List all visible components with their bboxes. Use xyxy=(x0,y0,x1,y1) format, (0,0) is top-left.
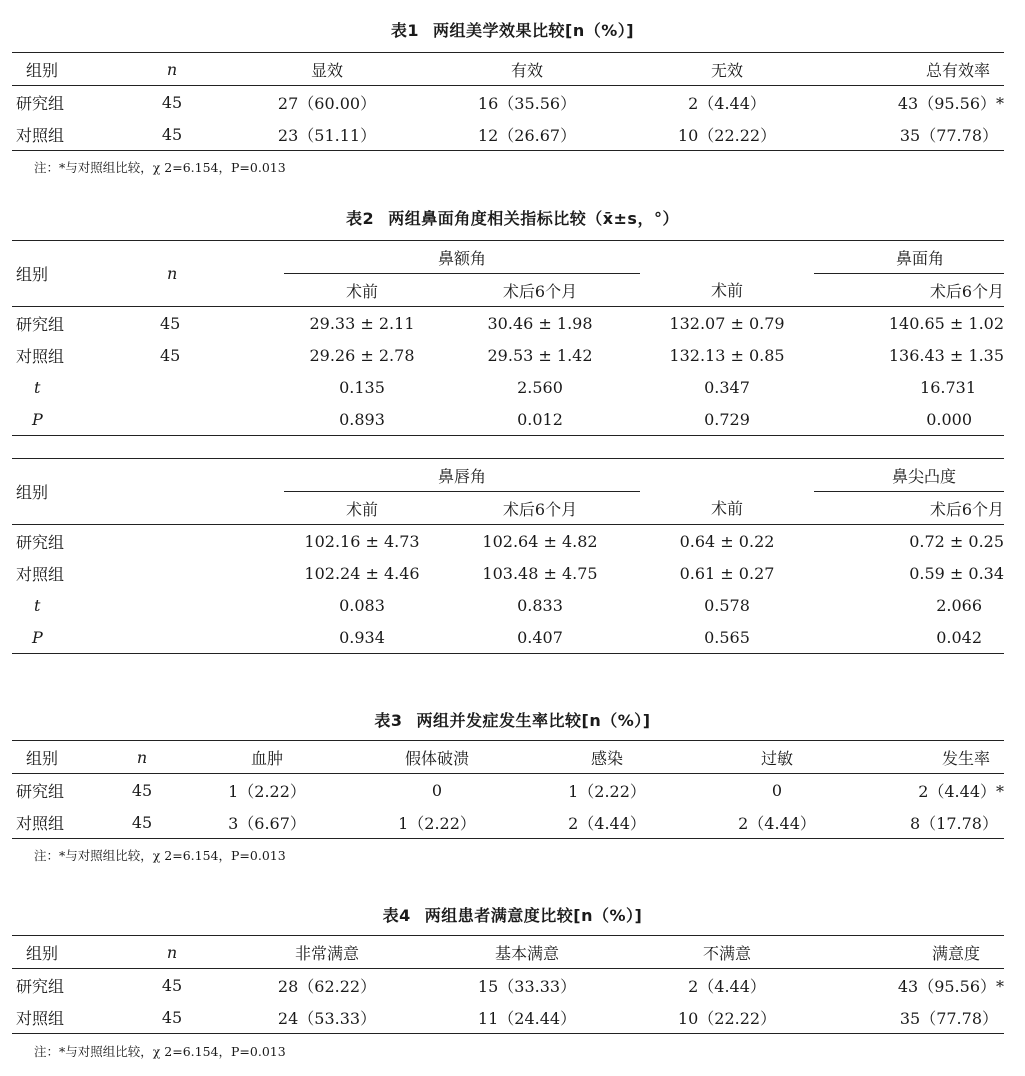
table3-cell: 对照组 xyxy=(12,806,102,839)
table1-header-effective: 有效 xyxy=(422,53,632,86)
table3-header-allergy: 过敏 xyxy=(692,741,862,774)
table2-header-group: 组别 xyxy=(12,241,112,307)
table2-sub-header: 术前 xyxy=(284,492,440,525)
table2-sub-header: 术前 xyxy=(640,492,814,525)
table2-cell: 0.61 ± 0.27 xyxy=(679,563,775,583)
table-row xyxy=(12,118,1004,151)
table1-cell: 45 xyxy=(161,92,183,112)
table1-cell: 对照组 xyxy=(12,118,112,151)
table2-cell: 0.729 xyxy=(640,403,814,436)
table2-cell: 0.72 ± 0.25 xyxy=(909,531,1005,551)
table3-cell: 1（2.22） xyxy=(352,806,522,839)
table1-cell: 43（95.56）* xyxy=(897,93,1004,113)
table-row xyxy=(12,557,1004,589)
table2-cell: 0.083 xyxy=(339,595,385,615)
table2-caption-text: 两组鼻面角度相关指标比较（x̄±s，°） xyxy=(388,209,679,228)
table2-sub-header: 术后6个月 xyxy=(440,274,640,307)
table-row xyxy=(12,621,1004,654)
table2-cell: 对照组 xyxy=(16,564,65,584)
table2-cell: P xyxy=(12,403,112,436)
table4-header-group: 组别 xyxy=(12,936,112,969)
table-row xyxy=(12,1001,1004,1034)
table2-cell: 45 xyxy=(160,313,181,333)
table1-cell: 2（4.44） xyxy=(688,93,766,113)
table2-span-header-row xyxy=(12,459,1004,492)
table-row xyxy=(12,86,1004,119)
table2-caption-label: 表2 xyxy=(346,209,375,228)
table3-header-row xyxy=(12,741,1004,774)
table2-cell: 29.53 ± 1.42 xyxy=(487,345,593,365)
table1-cell: 研究组 xyxy=(16,93,65,113)
table1-cell: 45 xyxy=(112,118,232,151)
table2-cell: 102.24 ± 4.46 xyxy=(304,563,420,583)
table2-part2 xyxy=(12,458,1004,654)
table2-cell: 132.07 ± 0.79 xyxy=(669,313,785,333)
table2-sub-header: 术后6个月 xyxy=(814,274,1004,307)
table4-cell: 28（62.22） xyxy=(277,976,377,996)
table4-cell: 45 xyxy=(112,1001,232,1034)
table3-cell: 2（4.44） xyxy=(522,806,692,839)
table2-cell: 29.26 ± 2.78 xyxy=(309,345,415,365)
table3-header-n: n xyxy=(102,741,182,774)
table2-cell: 0.407 xyxy=(440,621,640,654)
table3-cell: 3（6.67） xyxy=(182,806,352,839)
table-row xyxy=(12,589,1004,621)
table4-header-dissatisfied: 不满意 xyxy=(632,936,822,969)
table2-span-nasolabial: 鼻唇角 xyxy=(284,459,640,492)
table2-cell xyxy=(112,403,284,436)
table1-cell: 12（26.67） xyxy=(422,118,632,151)
table4-cell: 10（22.22） xyxy=(632,1001,822,1034)
table1-cell: 16（35.56） xyxy=(477,93,577,113)
table4-header-satisfaction: 满意度 xyxy=(822,936,1004,969)
table3-cell: 1（2.22） xyxy=(228,781,306,801)
table2-cell: 102.16 ± 4.73 xyxy=(304,531,420,551)
table2-cell: 0.64 ± 0.22 xyxy=(679,531,775,551)
table2-cell: 30.46 ± 1.98 xyxy=(487,313,593,333)
table-row xyxy=(12,403,1004,436)
table4 xyxy=(12,935,1004,1034)
table3-cell: 8（17.78） xyxy=(862,806,1004,839)
table4-caption-text: 两组患者满意度比较[n（%）] xyxy=(424,906,643,925)
table3-cell: 2（4.44） xyxy=(692,806,862,839)
table-row xyxy=(12,525,1004,558)
table4-caption-label: 表4 xyxy=(382,906,411,925)
table2-span-nasofacial: 鼻面角 xyxy=(814,241,1004,274)
table3-header-incidence: 发生率 xyxy=(862,741,1004,774)
table3-caption xyxy=(0,708,1025,731)
table3-header-hematoma: 血肿 xyxy=(182,741,352,774)
table2-cell xyxy=(112,371,284,403)
table4-cell: 24（53.33） xyxy=(232,1001,422,1034)
table2-cell: t xyxy=(34,377,41,397)
table3-cell: 2（4.44）* xyxy=(918,781,1004,801)
table2-span-tip-projection: 鼻尖凸度 xyxy=(814,459,1004,492)
table3-note: 注：*与对照组比较，χ 2=6.154，P=0.013 xyxy=(34,848,286,863)
table3-cell: 0 xyxy=(771,780,783,800)
table2-cell: 0.833 xyxy=(517,595,563,615)
table3-cell: 1（2.22） xyxy=(568,781,646,801)
table1-header-n: n xyxy=(112,53,232,86)
table4-header-n: n xyxy=(112,936,232,969)
table2-caption xyxy=(0,206,1025,229)
table1-header-group: 组别 xyxy=(12,53,112,86)
table1-header-ineffective: 无效 xyxy=(632,53,822,86)
table2-cell: 0.000 xyxy=(814,403,1004,436)
table1-caption-text: 两组美学效果比较[n（%）] xyxy=(433,21,635,40)
table4-cell: 研究组 xyxy=(16,976,65,996)
table-row xyxy=(12,774,1004,807)
table4-caption xyxy=(0,903,1025,926)
table4-header-row xyxy=(12,936,1004,969)
table2-cell: 0.893 xyxy=(284,403,440,436)
table2-header-group: 组别 xyxy=(12,459,284,525)
table3-caption-text: 两组并发症发生率比较[n（%）] xyxy=(416,711,651,730)
table2-cell: 103.48 ± 4.75 xyxy=(482,563,598,583)
table2-span-nasofrontal: 鼻额角 xyxy=(284,241,640,274)
table-row xyxy=(12,307,1004,340)
table3-caption-label: 表3 xyxy=(374,711,403,730)
table1-header-total: 总有效率 xyxy=(822,53,1004,86)
table2-cell: 0.012 xyxy=(440,403,640,436)
table2-sub-header: 术前 xyxy=(640,274,814,307)
table2-sub-header: 术后6个月 xyxy=(814,492,1004,525)
table1 xyxy=(12,52,1004,151)
table2-sub-header: 术后6个月 xyxy=(440,492,640,525)
table1-caption xyxy=(0,18,1025,41)
table2-cell: 研究组 xyxy=(16,314,65,334)
table2-cell: 0.347 xyxy=(704,377,750,397)
table1-cell: 23（51.11） xyxy=(232,118,422,151)
table-row xyxy=(12,969,1004,1002)
table-row xyxy=(12,806,1004,839)
table-row xyxy=(12,339,1004,371)
table2-cell: P xyxy=(12,621,284,654)
table4-header-satisfied: 基本满意 xyxy=(422,936,632,969)
table2-cell: 0.578 xyxy=(704,595,750,615)
table-row xyxy=(12,371,1004,403)
table2-span-header-row xyxy=(12,241,1004,274)
table2-cell: 0.934 xyxy=(284,621,440,654)
table2-cell: 140.65 ± 1.02 xyxy=(888,313,1005,333)
table2-cell: 29.33 ± 2.11 xyxy=(309,313,415,333)
table2-part1 xyxy=(12,240,1004,436)
table2-cell: t xyxy=(34,595,41,615)
table1-cell: 35（77.78） xyxy=(822,118,1004,151)
table2-cell: 132.13 ± 0.85 xyxy=(669,345,785,365)
table4-cell: 对照组 xyxy=(12,1001,112,1034)
table2-cell: 0.042 xyxy=(814,621,1004,654)
table3-cell: 0 xyxy=(431,780,443,800)
table2-cell: 对照组 xyxy=(16,346,65,366)
table4-cell: 35（77.78） xyxy=(822,1001,1004,1034)
table4-cell: 2（4.44） xyxy=(688,976,766,996)
table1-note: 注：*与对照组比较，χ 2=6.154，P=0.013 xyxy=(34,160,286,175)
table2-cell: 136.43 ± 1.35 xyxy=(888,345,1005,365)
table2-cell: 2.066 xyxy=(936,595,983,615)
table2-sub-header: 术前 xyxy=(284,274,440,307)
table3-cell: 研究组 xyxy=(16,781,65,801)
table4-header-very-satisfied: 非常满意 xyxy=(232,936,422,969)
table4-cell: 15（33.33） xyxy=(477,976,577,996)
table4-note: 注：*与对照组比较，χ 2=6.154，P=0.013 xyxy=(34,1044,286,1059)
table2-cell: 2.560 xyxy=(517,377,563,397)
table4-cell: 11（24.44） xyxy=(422,1001,632,1034)
table3-header-infection: 感染 xyxy=(522,741,692,774)
table2-cell: 16.731 xyxy=(920,377,977,397)
table1-caption-label: 表1 xyxy=(390,21,420,40)
table2-cell: 研究组 xyxy=(16,532,65,552)
table4-cell: 45 xyxy=(161,975,183,995)
table2-cell: 0.565 xyxy=(640,621,814,654)
table1-header-row xyxy=(12,53,1004,86)
table1-header-marked: 显效 xyxy=(232,53,422,86)
table2-cell: 0.135 xyxy=(339,377,385,397)
table2-cell: 102.64 ± 4.82 xyxy=(482,531,598,551)
table2-header-n: n xyxy=(112,241,284,307)
table1-cell: 27（60.00） xyxy=(277,93,377,113)
table4-cell: 43（95.56）* xyxy=(897,976,1004,996)
table3-header-group: 组别 xyxy=(12,741,102,774)
table3 xyxy=(12,740,1004,839)
table1-cell: 10（22.22） xyxy=(632,118,822,151)
table2-cell: 45 xyxy=(160,345,181,365)
table3-header-prosthesis-rupture: 假体破溃 xyxy=(352,741,522,774)
table3-cell: 45 xyxy=(131,780,153,800)
table2-cell: 0.59 ± 0.34 xyxy=(909,563,1005,583)
table3-cell: 45 xyxy=(102,806,182,839)
